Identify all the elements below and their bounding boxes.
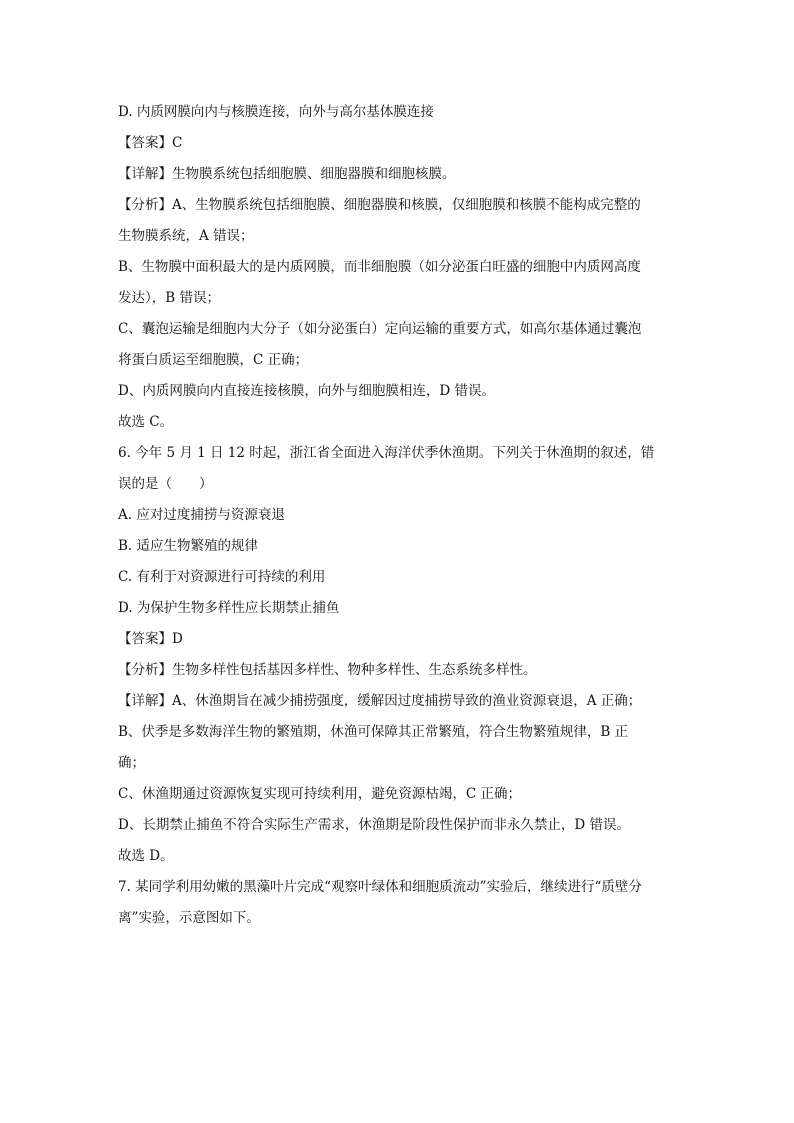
q7-stem-line-2: 离”实验，示意图如下。 — [118, 910, 260, 926]
q5-analysis-line-2: 生物膜系统，A 错误； — [118, 228, 254, 244]
analysis-text: 生物多样性包括基因多样性、物种多样性、生态系统多样性。 — [172, 662, 537, 678]
q6-detail-line-1 — [118, 686, 678, 717]
q5-analysis-line-7: D、内质网膜向内直接连接核膜，向外与细胞膜相连，D 错误。 — [118, 383, 495, 399]
detail-text: 生物膜系统包括细胞膜、细胞器膜和细胞核膜。 — [172, 166, 456, 182]
q5-analysis-line-5: C、囊泡运输是细胞内大分子（如分泌蛋白）定向运输的重要方式，如高尔基体通过囊泡 — [118, 321, 642, 337]
q6-option-b: B. 适应生物繁殖的规律 — [118, 538, 259, 554]
q6-detail-line-5: D、长期禁止捕鱼不符合实际生产需求，休渔期是阶段性保护而非永久禁止，D 错误。 — [118, 817, 630, 833]
q6-stem-line-1: 6. 今年 5 月 1 日 12 时起，浙江省全面进入海洋伏季休渔期。下列关于休渔期的叙述，错 — [118, 445, 655, 461]
analysis-text: A、生物膜系统包括细胞膜、细胞器膜和核膜，仅细胞膜和核膜不能构成完整的 — [172, 197, 641, 213]
q5-analysis-line-6: 将蛋白质运至细胞膜，C 正确； — [118, 352, 309, 368]
q7-stem-line-1: 7. 某同学利用幼嫩的黑藻叶片完成“观察叶绿体和细胞质流动”实验后，继续进行“质壁分 — [118, 879, 642, 895]
q6-option-a: A. 应对过度捕捞与资源衰退 — [118, 507, 285, 523]
q5-detail — [118, 159, 678, 190]
q6-option-c: C. 有利于对资源进行可持续的利用 — [118, 569, 326, 585]
q6-stem-line-2: 误的是（ ） — [118, 476, 213, 492]
q6-detail-line-3: 确； — [118, 755, 145, 771]
analysis-tag: 【分析】 — [118, 197, 172, 213]
q5-option-d: D. 内质网膜向内与核膜连接，向外与高尔基体膜连接 — [118, 104, 434, 120]
detail-tag: 【详解】 — [118, 693, 172, 709]
answer-value: D — [172, 631, 183, 647]
q6-answer — [118, 624, 678, 655]
answer-tag: 【答案】 — [118, 135, 172, 151]
detail-tag: 【详解】 — [118, 166, 172, 182]
q5-analysis-line-4: 发达），B 错误； — [118, 290, 220, 306]
answer-tag: 【答案】 — [118, 631, 172, 647]
q6-conclusion: 故选 D。 — [118, 848, 174, 864]
q6-detail-line-2: B、伏季是多数海洋生物的繁殖期，休渔可保障其正常繁殖，符合生物繁殖规律，B 正 — [118, 724, 629, 740]
q6-option-d: D. 为保护生物多样性应长期禁止捕鱼 — [118, 600, 340, 616]
q6-detail-line-4: C、休渔期通过资源恢复实现可持续利用，避免资源枯竭，C 正确； — [118, 786, 521, 802]
q5-conclusion: 故选 C。 — [118, 414, 174, 430]
q6-analysis — [118, 655, 678, 686]
q5-answer — [118, 128, 678, 159]
document-page — [118, 97, 678, 934]
q5-analysis-line-3: B、生物膜中面积最大的是内质网膜，而非细胞膜（如分泌蛋白旺盛的细胞中内质网高度 — [118, 259, 641, 275]
detail-text: A、休渔期旨在减少捕捞强度，缓解因过度捕捞导致的渔业资源衰退，A 正确； — [172, 693, 642, 709]
q5-analysis-line-1 — [118, 190, 678, 221]
answer-value: C — [172, 135, 183, 151]
analysis-tag: 【分析】 — [118, 662, 172, 678]
